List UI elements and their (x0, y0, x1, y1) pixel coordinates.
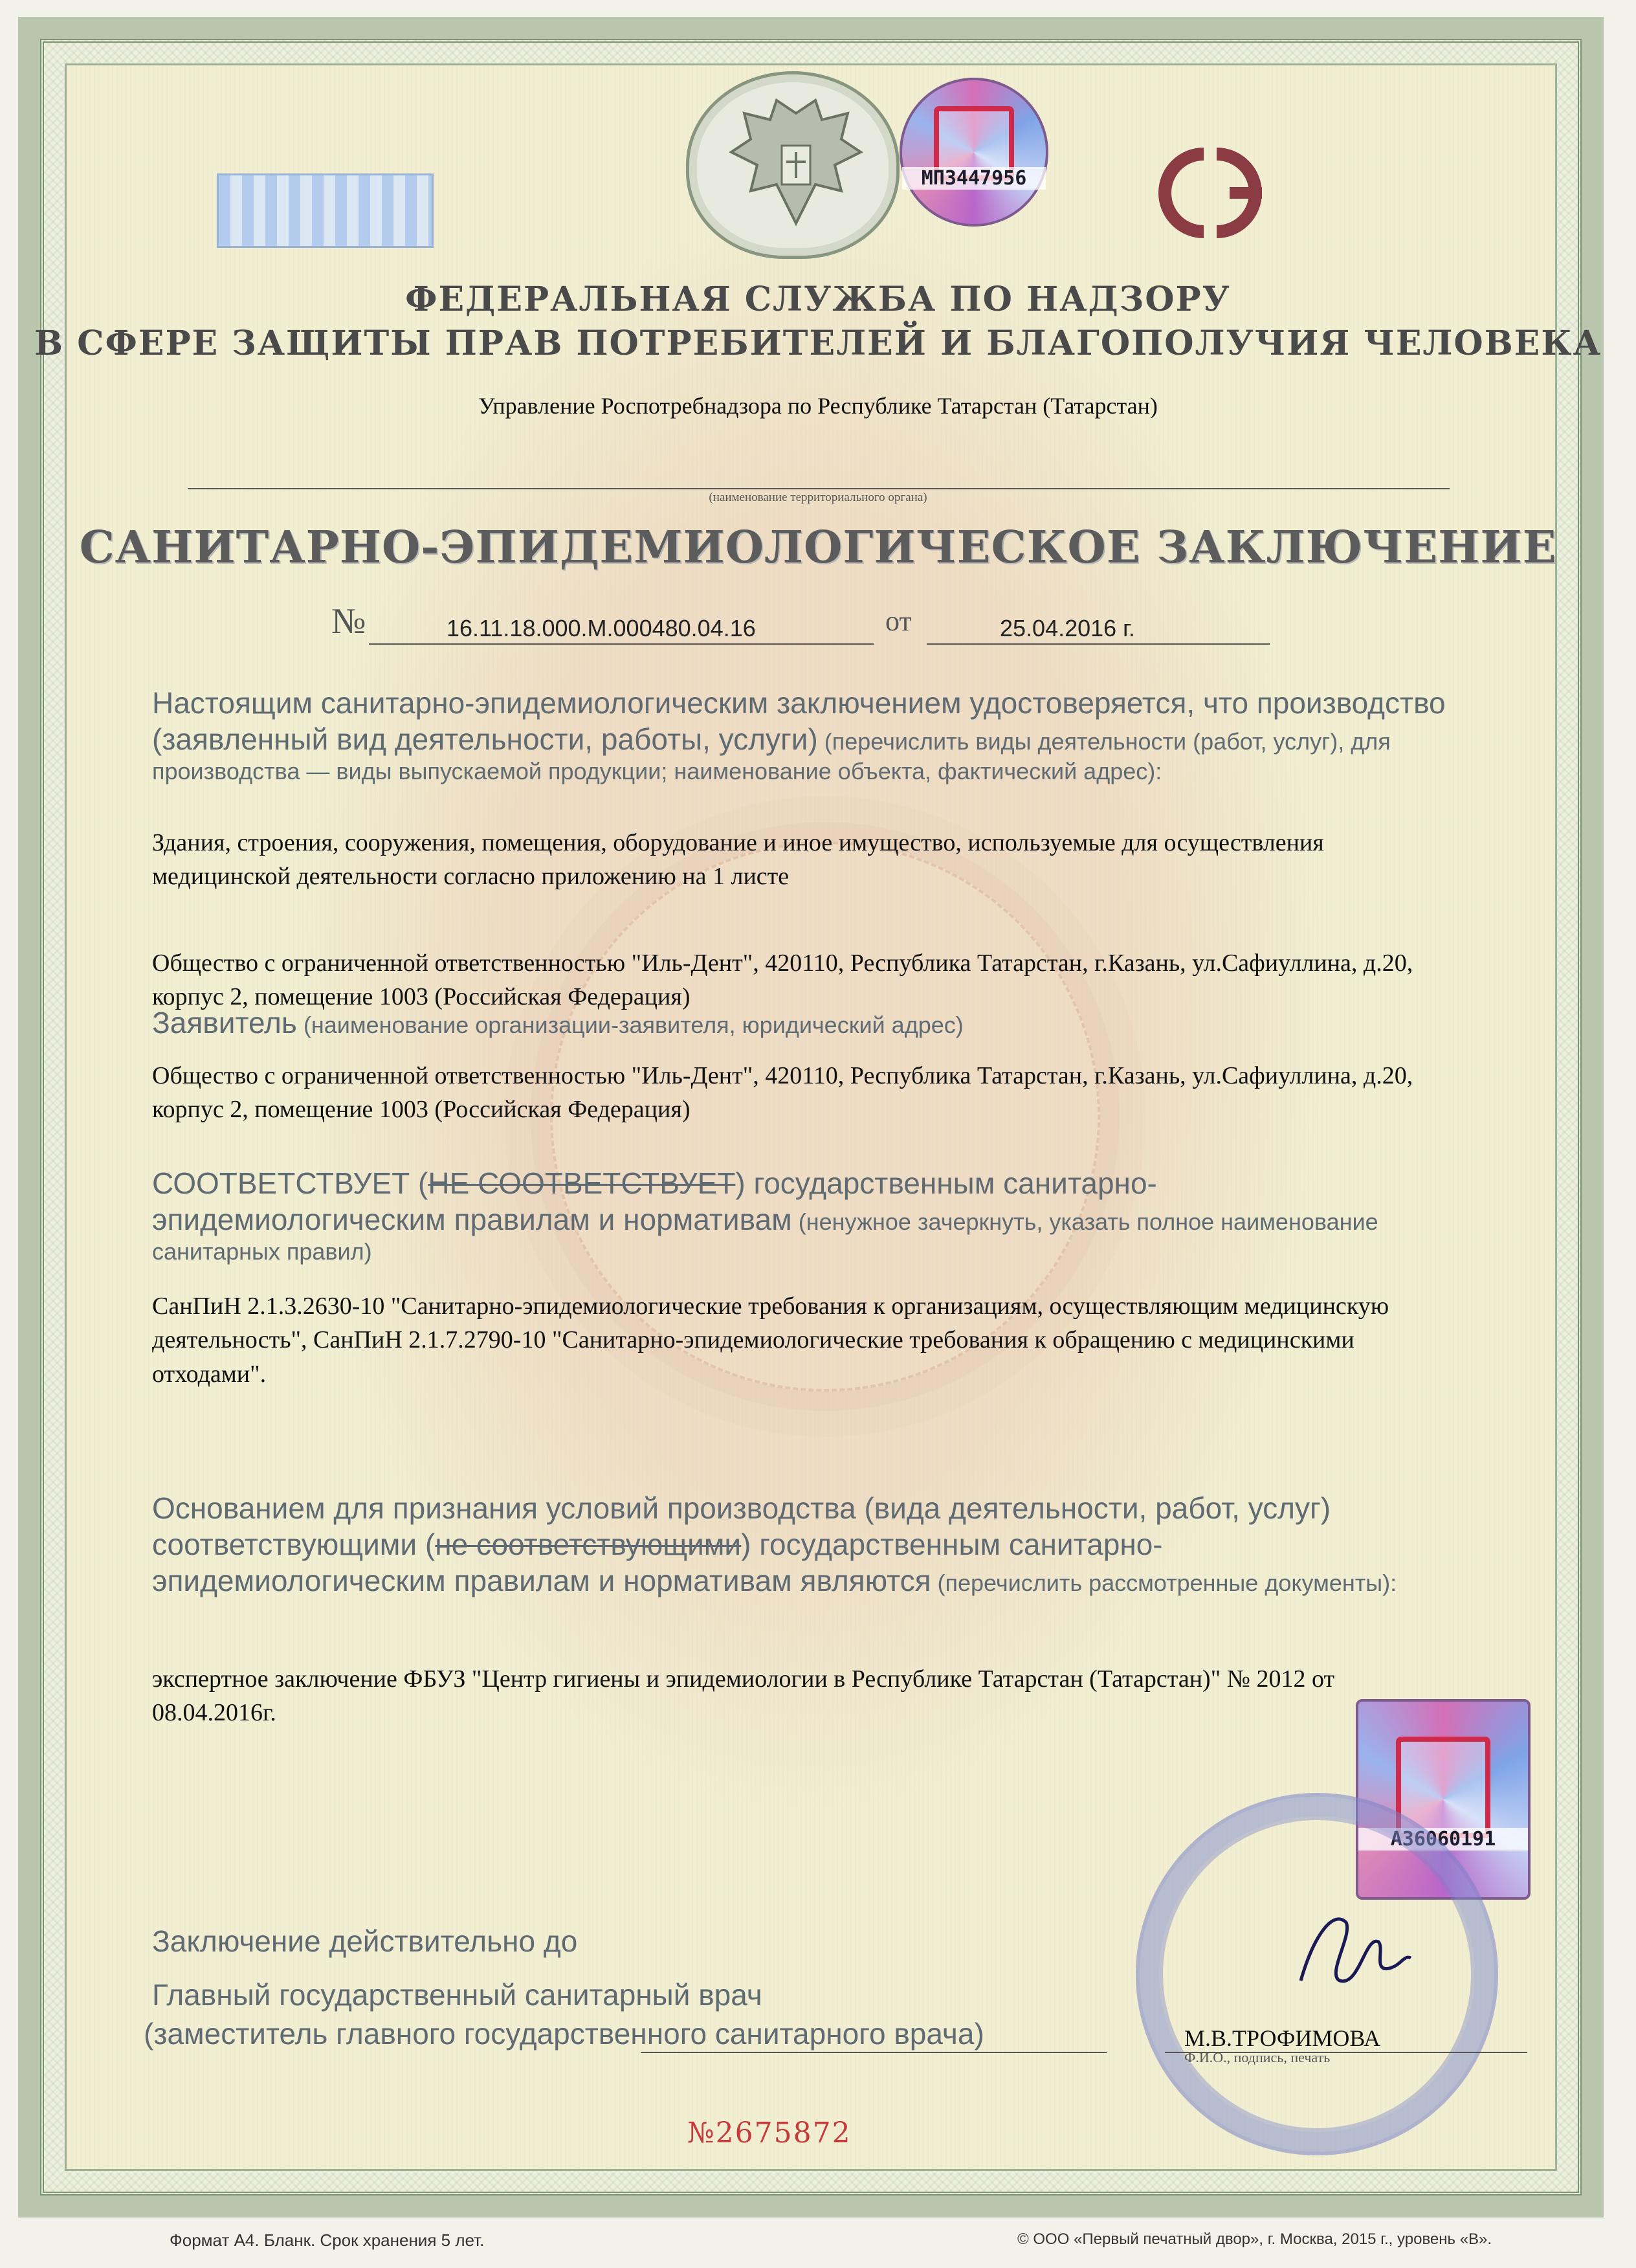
conformity-paragraph (152, 1165, 1446, 1266)
applicant-info: Общество с ограниченной ответственностью "Иль-Дент", 420110, Республика Татарстан, г.Казань, ул.Сафиуллина, д.20, корпус 2, помещение 1003 (Российская Федерация) (152, 1062, 1413, 1124)
signature-hint: Ф.И.О., подпись, печать (1184, 2049, 1331, 2065)
footer-format: Формат А4. Бланк. Срок хранения 5 лет. (170, 2230, 485, 2250)
number-sign: № (331, 601, 366, 641)
hologram-code: МП3447956 (902, 167, 1046, 190)
issue-date: 25.04.2016 г. (1000, 615, 1135, 641)
number-underline (369, 643, 874, 645)
document-title: САНИТАРНО-ЭПИДЕМИОЛОГИЧЕСКОЕ ЗАКЛЮЧЕНИЕ (79, 522, 1557, 573)
double-headed-eagle-icon (725, 94, 867, 243)
territorial-hint: (наименование территориального органа) (709, 491, 927, 504)
coat-of-arms-emblem (686, 71, 900, 259)
conformity-hint: (ненужное зачеркнуть, указать полное наименование санитарных правил) (152, 1208, 1378, 1265)
basis-part-1: Основанием для признания условий производства (вида деятельности, работ, услуг) соответствующими ( (152, 1491, 1331, 1562)
applicant-label: Заявитель (152, 1006, 297, 1040)
conforms-word: СООТВЕТСТВУЕТ (152, 1166, 410, 1200)
footer-printer: © ООО «Первый печатный двор», г. Москва, 2015 г., уровень «В». (1017, 2230, 1492, 2248)
agency-name-line-1: ФЕДЕРАЛЬНАЯ СЛУЖБА ПО НАДЗОРУ (405, 280, 1231, 319)
hologram-code: А36060191 (1358, 1828, 1528, 1851)
form-serial-number: №2675872 (687, 2117, 852, 2150)
territorial-underline (188, 488, 1450, 489)
security-hologram-strip (217, 173, 434, 248)
applicant-hint: (наименование организации-заявителя, юридический адрес) (296, 1012, 964, 1038)
expert-conclusion: экспертное заключение ФБУЗ "Центр гигиены и эпидемиологии в Республике Татарстан (Татарстан)" № 2012 от 08.04.2016г. (152, 1665, 1335, 1727)
signatory-position-1: Главный государственный санитарный врач (152, 1978, 762, 2012)
applicant-heading (152, 1005, 1446, 1041)
object-description: Здания, строения, сооружения, помещения, оборудование и иное имущество, используемые для осуществления медицинской деятельности согласно приложению на 1 листе (152, 829, 1324, 891)
intro-hint: (перечислить виды деятельности (работ, услуг), для производства — виды выпускаемой продукции; наименование объекта, фактический адрес): (152, 728, 1391, 785)
producer-info: Общество с ограниченной ответственностью "Иль-Дент", 420110, Республика Татарстан, г.Казань, ул.Сафиуллина, д.20, корпус 2, помещение 1003 (Российская Федерация) (152, 950, 1413, 1011)
signatory-name: М.В.ТРОФИМОВА (1184, 2025, 1381, 2051)
agency-name-line-2: В СФЕРЕ ЗАЩИТЫ ПРАВ ПОТРЕБИТЕЛЕЙ И БЛАГОПОЛУЧИЯ ЧЕЛОВЕКА (34, 324, 1602, 363)
territorial-body: Управление Роспотребнадзора по Республике Татарстан (Татарстан) (478, 393, 1158, 419)
validity-label: Заключение действительно до (152, 1924, 578, 1958)
intro-text: Настоящим санитарно-эпидемиологическим заключением удостоверяется, что производство (заявленный вид деятельности, работы, услуги) (152, 686, 1446, 757)
conformity-mark-icon (1133, 141, 1288, 245)
signatory-position-2: (заместитель главного государственного санитарного врача) (144, 2017, 984, 2051)
certificate-number: 16.11.18.000.М.000480.04.16 (447, 615, 756, 641)
open-paren: ( (410, 1166, 428, 1200)
hologram-sticker-top (900, 78, 1048, 227)
conformity-rest: ) государственным санитарно-эпидемиологическим правилам и нормативам (152, 1166, 1157, 1237)
date-underline (927, 643, 1270, 645)
not-conforms-struck: НЕ СООТВЕТСТВУЕТ (428, 1166, 736, 1200)
basis-paragraph (152, 1490, 1446, 1599)
basis-struck: не соответствующими (435, 1528, 742, 1562)
basis-part-2: ) государственным санитарно-эпидемиологическим правилам и нормативам являются (152, 1528, 1163, 1598)
intro-paragraph (152, 685, 1446, 786)
basis-hint: (перечислить рассмотренные документы): (931, 1570, 1397, 1597)
signature-underline (641, 2052, 1107, 2053)
sanitary-rules: СанПиН 2.1.3.2630-10 "Санитарно-эпидемиологические требования к организациям, осуществляющим медицинскую деятельность", СанПиН 2.1.7.2790-10 "Санитарно-эпидемиологические требования к обращению с медицинскими отходами". (152, 1293, 1389, 1388)
signature-icon (1288, 1896, 1417, 2000)
date-from-label: от (885, 605, 912, 637)
